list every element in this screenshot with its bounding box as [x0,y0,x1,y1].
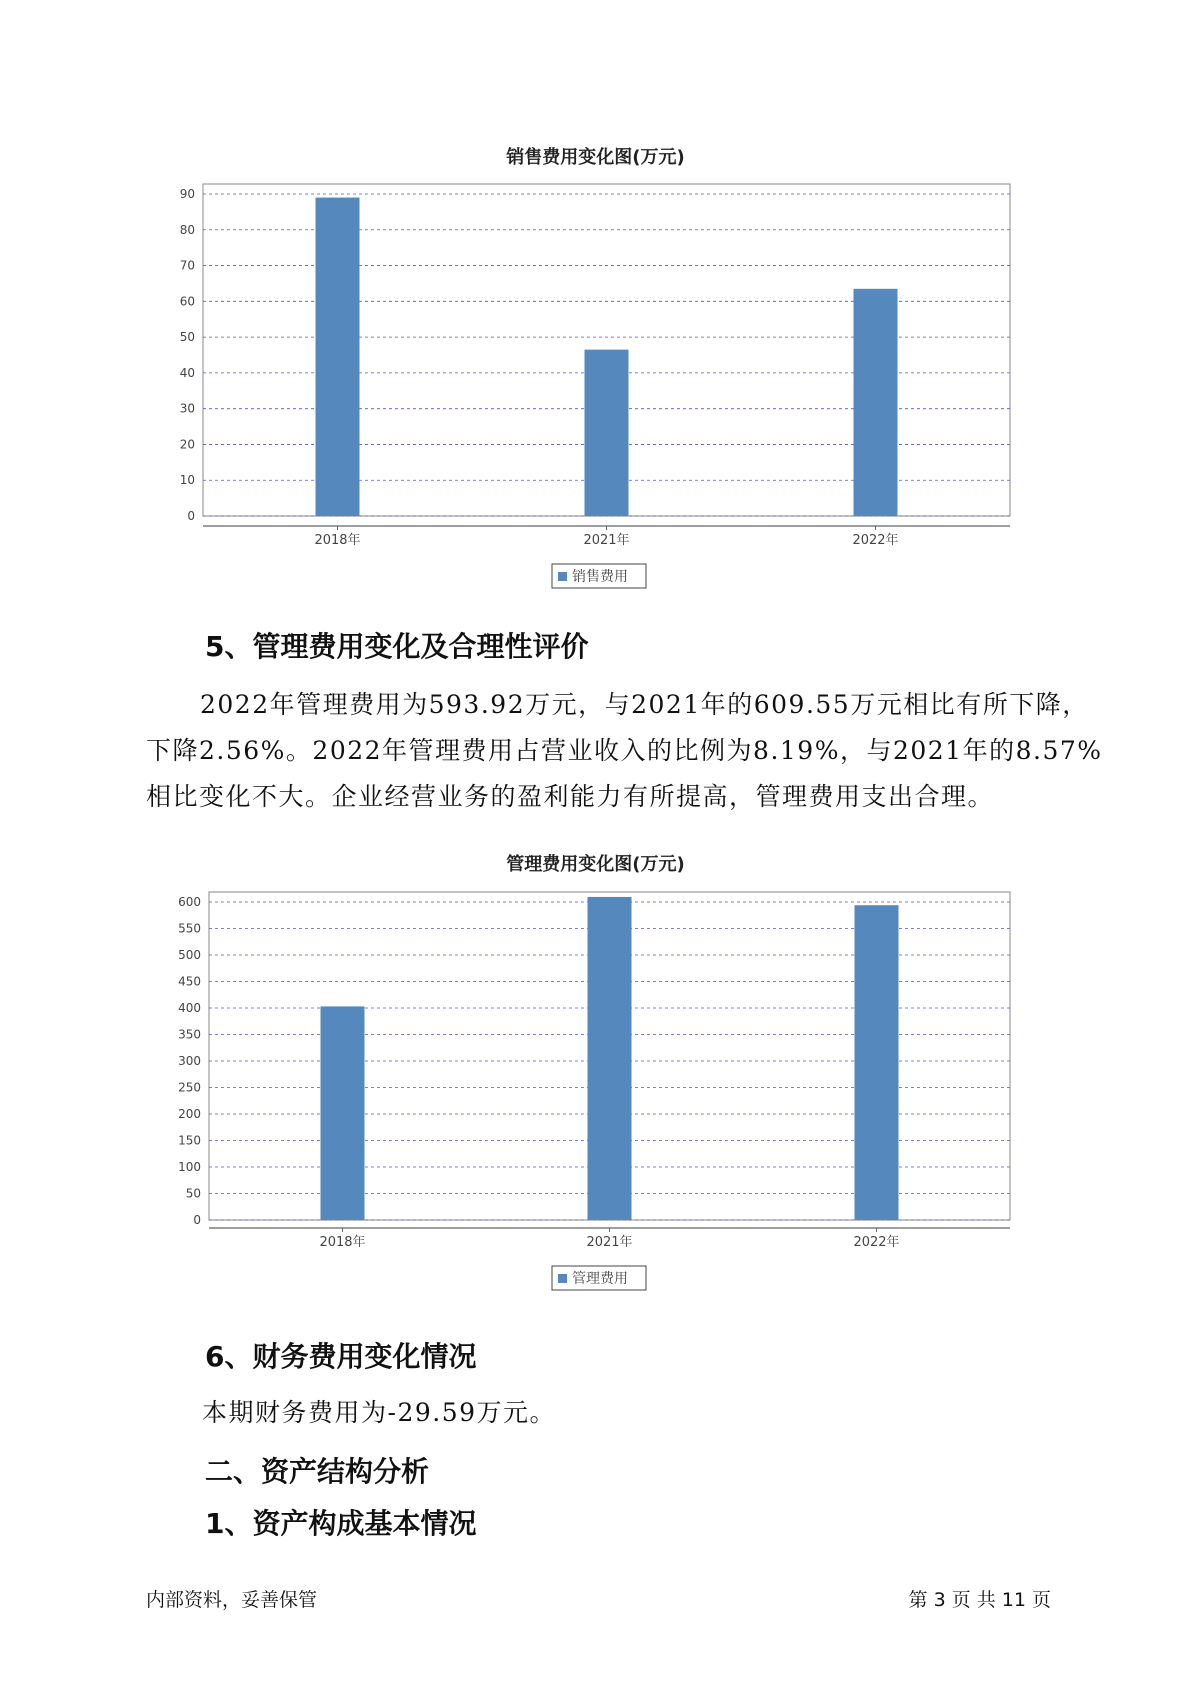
y-tick-label: 30 [179,401,195,416]
y-tick-label: 60 [179,294,195,309]
section-5-paragraph-line-2: 下降2.56%。2022年管理费用占营业收入的比例为8.19%，与2021年的8.57% [146,736,1103,765]
x-tick-label: 2018年 [319,1235,366,1250]
x-tick-label: 2022年 [853,1235,900,1250]
y-tick-label: 600 [178,895,201,909]
sales-expense-chart [0,170,1191,590]
y-tick-label: 90 [179,187,195,201]
y-tick-label: 20 [179,437,195,452]
x-tick-label: 2021年 [583,533,630,548]
section-5-paragraph-line-3: 相比变化不大。企业经营业务的盈利能力有所提高，管理费用支出合理。 [146,782,995,811]
section-5-paragraph-line-1: 2022年管理费用为593.92万元，与2021年的609.55万元相比有所下降， [200,690,1089,719]
footer-page-number: 第 3 页 共 11 页 [908,1589,1051,1611]
y-tick-label: 0 [187,509,195,523]
y-tick-label: 250 [178,1080,201,1095]
x-tick-label: 2018年 [314,533,361,548]
y-tick-label: 350 [178,1027,201,1042]
legend-label: 管理费用 [572,1271,628,1287]
legend-label: 销售费用 [572,569,628,585]
y-tick-label: 80 [179,222,195,237]
admin-expense-chart [0,880,1191,1300]
bar [316,198,360,516]
y-tick-label: 300 [178,1054,201,1068]
x-tick-label: 2022年 [852,533,899,548]
x-tick-label: 2021年 [586,1235,633,1250]
admin-expense-chart-title: 管理费用变化图(万元) [506,854,685,875]
bar [585,350,629,516]
bar [854,289,898,516]
y-tick-label: 500 [178,948,201,962]
bar [588,897,632,1220]
sales-expense-chart-title: 销售费用变化图(万元) [506,147,685,168]
y-tick-label: 550 [178,921,201,936]
footer-confidential-note: 内部资料，妥善保管 [146,1589,318,1611]
bar [855,905,899,1220]
part-2-heading: 二、资产结构分析 [205,1455,430,1488]
section-6-paragraph: 本期财务费用为-29.59万元。 [202,1398,557,1427]
y-tick-label: 0 [193,1213,201,1227]
y-tick-label: 50 [185,1186,201,1201]
part-2-section-1-heading: 1、资产构成基本情况 [205,1507,477,1540]
bar [321,1006,365,1220]
y-tick-label: 200 [178,1107,201,1121]
section-5-heading: 5、管理费用变化及合理性评价 [205,630,589,663]
y-tick-label: 70 [179,258,195,273]
y-tick-label: 150 [178,1133,201,1148]
y-tick-label: 400 [178,1001,201,1015]
y-tick-label: 10 [179,473,195,488]
section-6-heading: 6、财务费用变化情况 [205,1340,477,1373]
y-tick-label: 450 [178,974,201,989]
y-tick-label: 40 [179,365,195,380]
y-tick-label: 50 [179,330,195,345]
y-tick-label: 100 [178,1160,201,1174]
legend-swatch [558,572,567,581]
legend-swatch [558,1274,567,1283]
